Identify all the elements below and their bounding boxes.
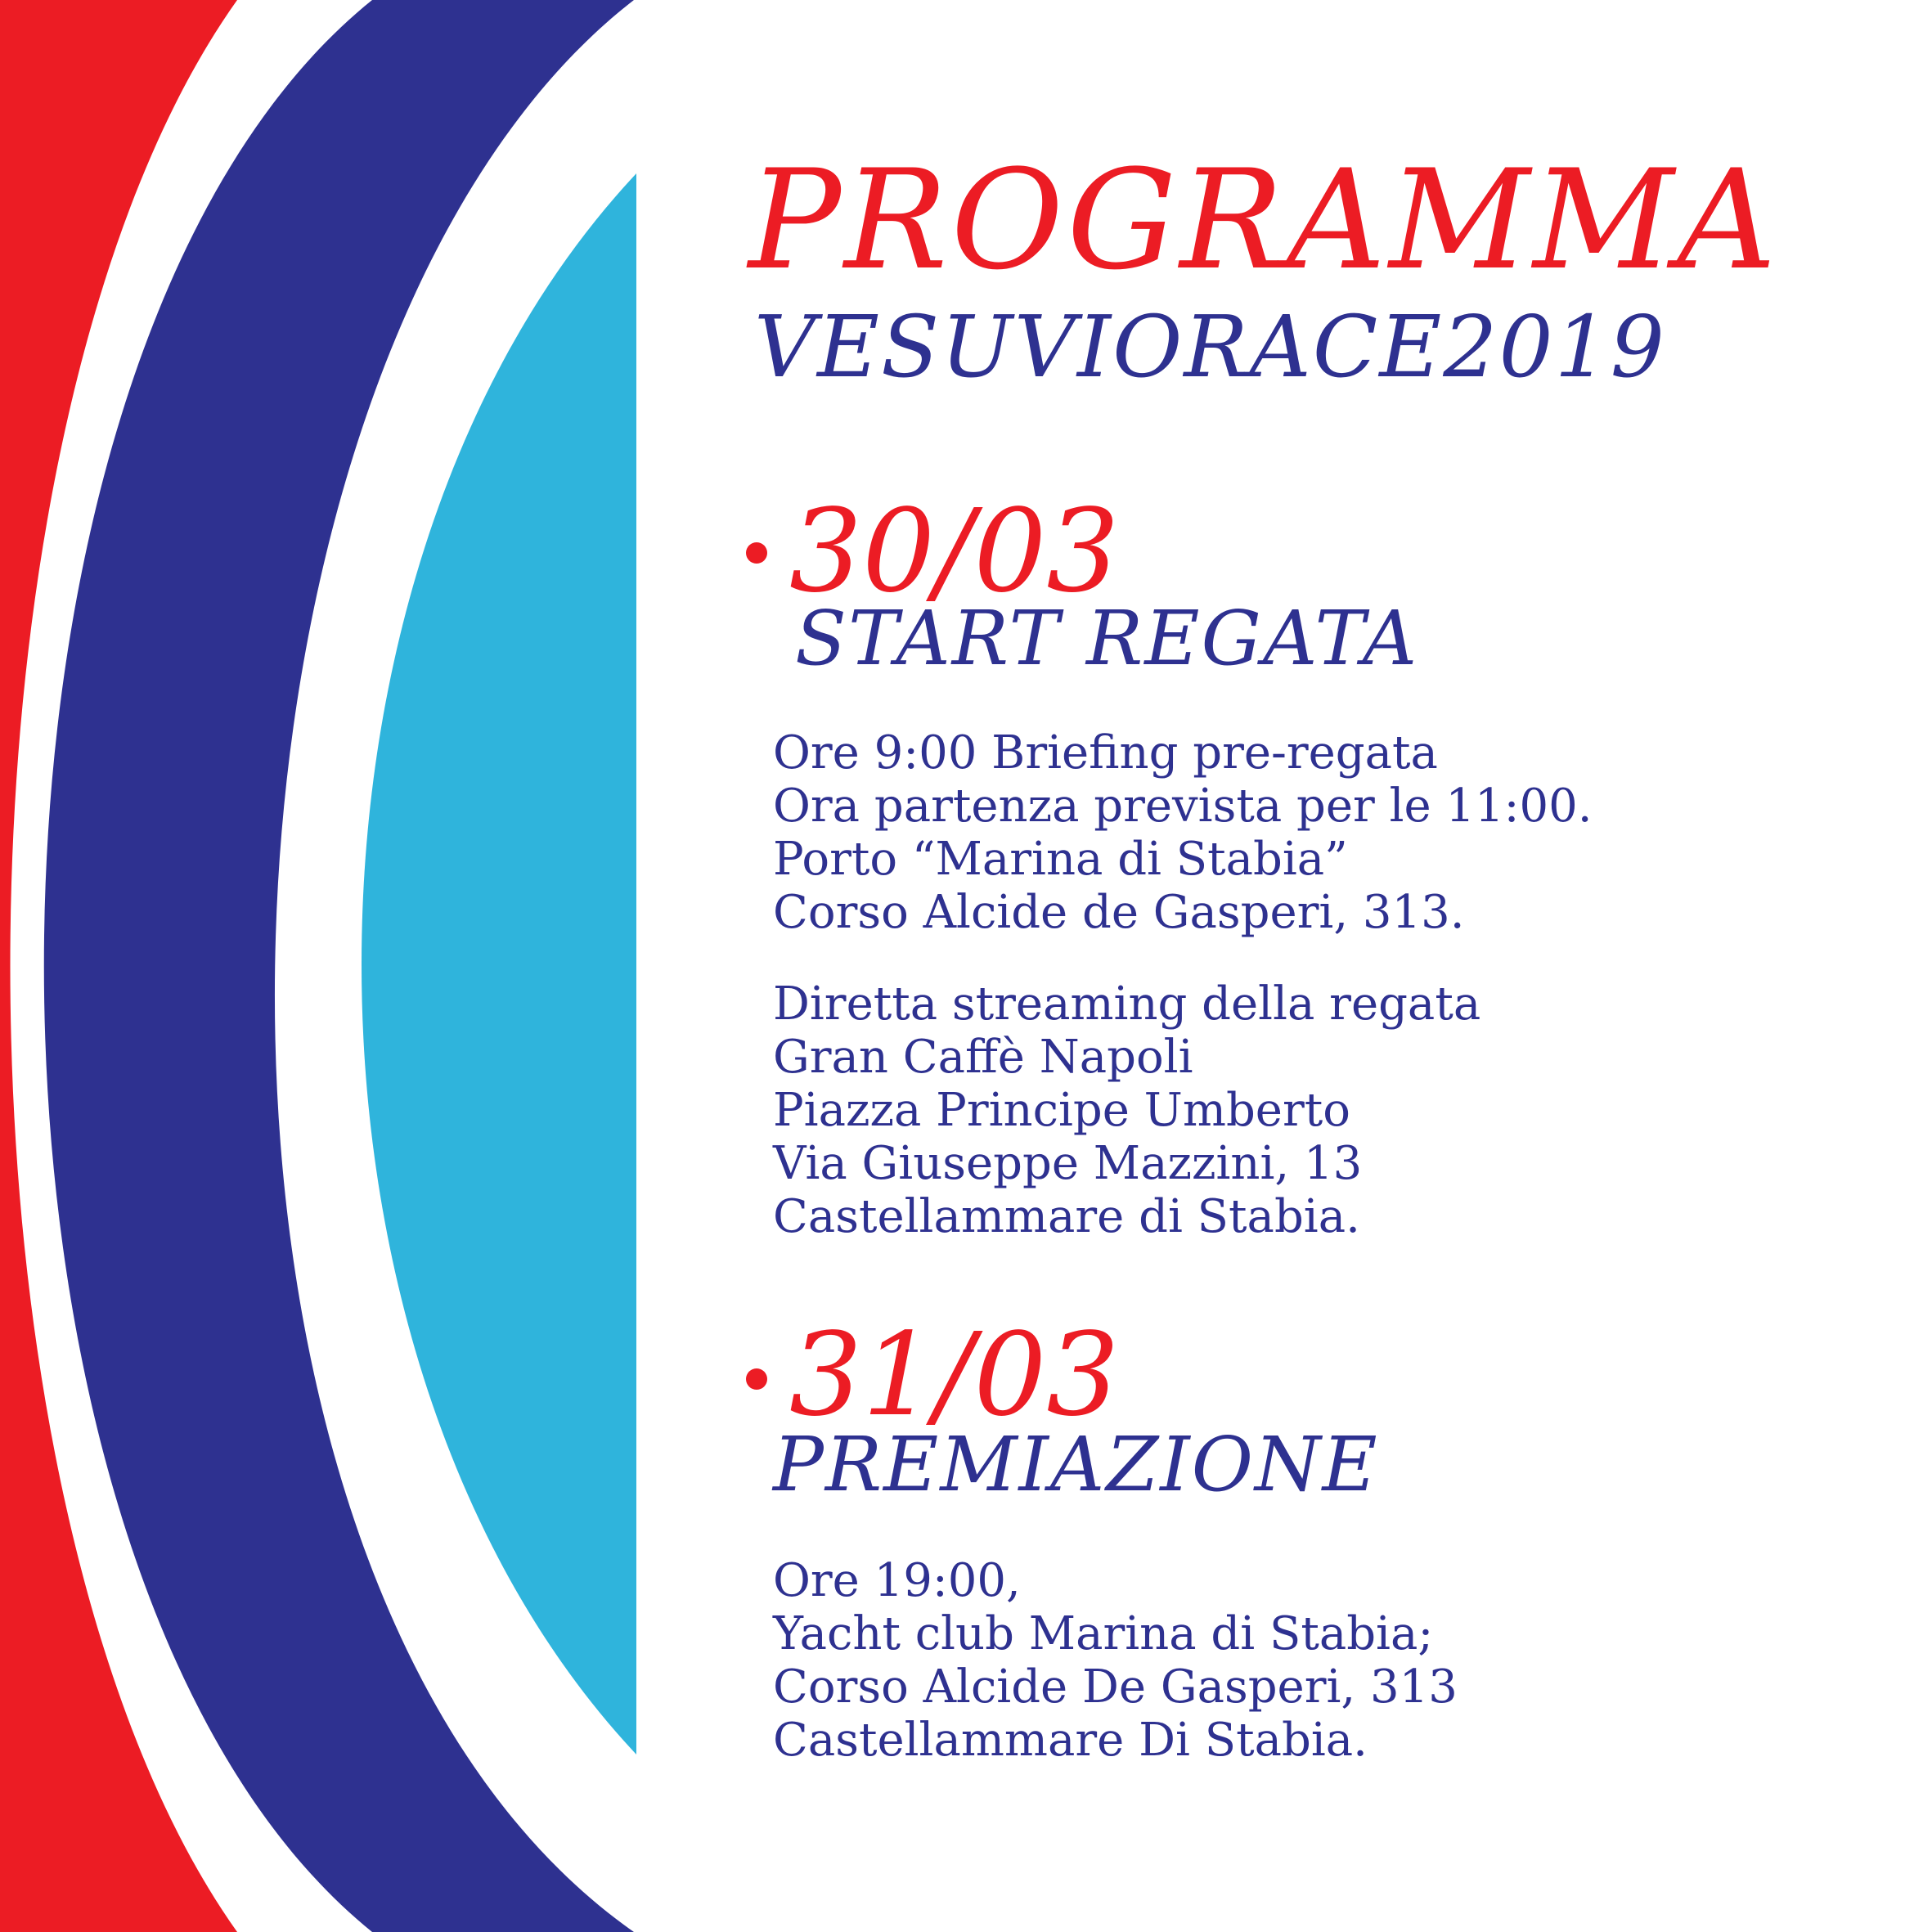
detail-line: Piazza Principe Umberto bbox=[773, 1084, 1350, 1137]
bullet-dot bbox=[746, 1368, 767, 1390]
detail-line: Castellammare di Stabia. bbox=[773, 1190, 1360, 1243]
detail-line: Gran Caffè Napoli bbox=[773, 1031, 1193, 1084]
detail-line: Ora partenza prevista per le 11:00. bbox=[773, 780, 1593, 833]
event-heading: PREMIAZIONE bbox=[773, 1421, 1379, 1508]
detail-line: Castellammare Di Stabia. bbox=[773, 1714, 1368, 1767]
event-details bbox=[773, 977, 1480, 1243]
event-details bbox=[773, 1554, 1458, 1767]
event-heading: START REGATA bbox=[795, 595, 1419, 682]
event-date: 31/03 bbox=[789, 1309, 1120, 1442]
detail-line: Corso Alcide de Gasperi, 313. bbox=[773, 886, 1465, 939]
detail-line: Ore 19:00, bbox=[773, 1554, 1021, 1607]
detail-line: Via Giuseppe Mazzini, 13 bbox=[773, 1137, 1363, 1190]
cyan-half-disc bbox=[362, 173, 636, 1755]
page-subtitle: VESUVIORACE2019 bbox=[754, 297, 1666, 397]
page-title: PROGRAMMA bbox=[748, 140, 1780, 300]
bullet-dot bbox=[746, 542, 767, 564]
detail-line: Yacht club Marina di Stabia; bbox=[773, 1607, 1434, 1660]
event-date: 30/03 bbox=[789, 485, 1120, 618]
detail-line: Porto “Marina di Stabia” bbox=[773, 833, 1348, 886]
event-details bbox=[773, 726, 1593, 939]
detail-line: Ore 9:00 Briefing pre-regata bbox=[773, 726, 1438, 780]
detail-line: Corso Alcide De Gasperi, 313 bbox=[773, 1660, 1458, 1714]
detail-line: Diretta streaming della regata bbox=[773, 977, 1481, 1031]
